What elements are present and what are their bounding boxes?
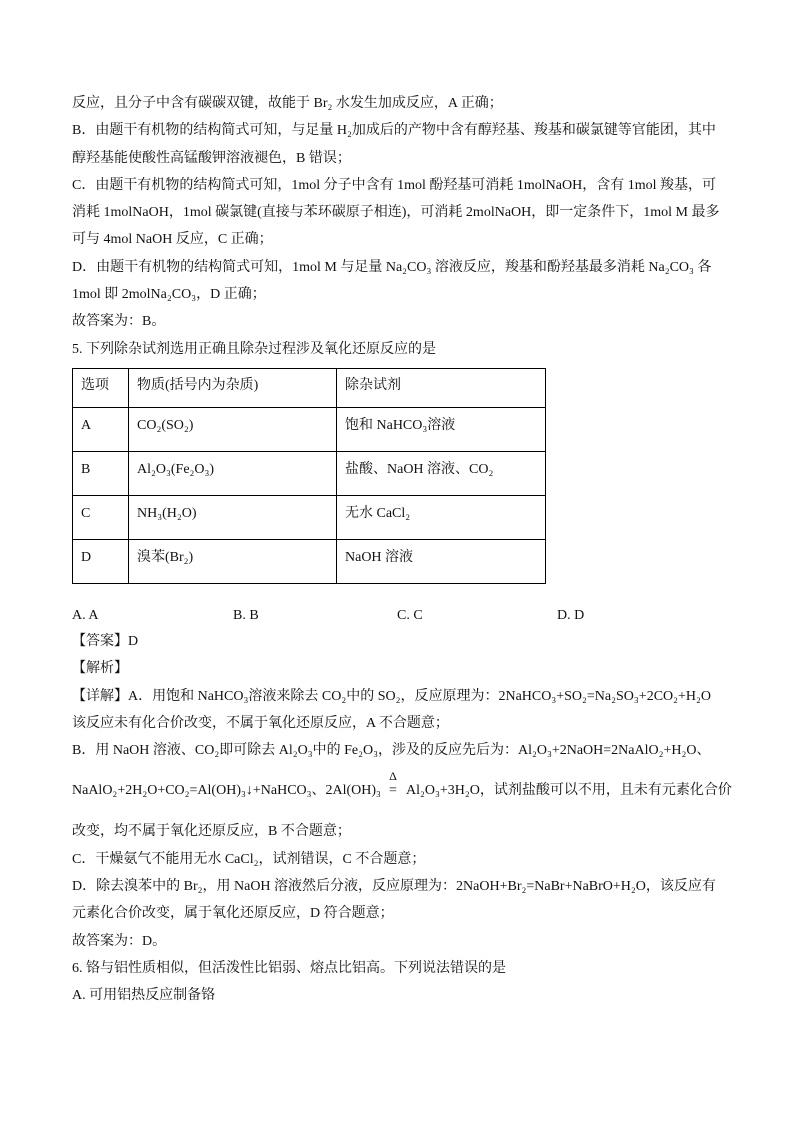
q5-detail-line-4-after: Al₂O₃+3H₂O，试剂盐酸可以不用，且未有元素化合价 — [405, 783, 732, 799]
q4-analysis-line-2: B．由题干有机物的结构简式可知，与足量 H₂加成后的产物中含有醇羟基、羧基和碳氯键等官能团，其中 — [72, 123, 716, 139]
q5-option-b: B. B — [233, 607, 259, 623]
q5-detail-line-4-before: NaAlO₂+2H₂O+CO₂=Al(OH)₃↓+NaHCO₃、2Al(OH)₃ — [72, 783, 381, 799]
question-6 — [72, 955, 732, 1010]
q5-row-c-reagent: 无水 CaCl₂ — [337, 495, 546, 539]
q5-header-substance: 物质(括号内为杂质) — [129, 368, 337, 407]
heating-delta-symbol: Δ — [389, 769, 397, 784]
q5-detail-line-8: 元素化合价改变，属于氧化还原反应，D 符合题意； — [72, 906, 394, 922]
q5-row-d-reagent: NaOH 溶液 — [337, 539, 546, 583]
q5-detail-line-6: C．干燥氨气不能用无水 CaCl₂，试剂错误，C 不合题意； — [72, 851, 426, 867]
q5-option-c: C. C — [397, 607, 423, 623]
q5-row-c-option: C — [73, 495, 129, 539]
q5-table-body — [73, 368, 546, 583]
q5-detail-line-3: B．用 NaOH 溶液、CO₂即可除去 Al₂O₃中的 Fe₂O₃，涉及的反应先后为：Al₂O₃+2NaOH=2NaAlO₂+H₂O、 — [72, 743, 711, 759]
q5-row-a-option: A — [73, 407, 129, 451]
q5-table — [72, 368, 546, 584]
q5-row-b-option: B — [73, 451, 129, 495]
q4-analysis-continued — [72, 90, 732, 336]
q5-table-row-b — [73, 451, 546, 495]
q5-table-header-row — [73, 368, 546, 407]
q5-options — [72, 603, 732, 628]
q5-table-row-d — [73, 539, 546, 583]
q4-analysis-line-6: 可与 4mol NaOH 反应，C 正确； — [72, 232, 273, 248]
q5-analysis-label: 【解析】 — [72, 661, 128, 677]
q5-row-b-reagent: 盐酸、NaOH 溶液、CO₂ — [337, 451, 546, 495]
q5-detail-line-7: D．除去溴苯中的 Br₂，用 NaOH 溶液然后分液，反应原理为：2NaOH+Br₂=NaBr+NaBrO+H₂O，该反应有 — [72, 879, 716, 895]
q4-analysis-line-1: 反应，且分子中含有碳碳双键，故能于 Br₂ 水发生加成反应，A 正确； — [72, 96, 503, 111]
q4-analysis-line-5: 消耗 1molNaOH，1mol 碳氯键(直接与苯环碳原子相连)，可消耗 2molNaOH，即一定条件下，1mol M 最多 — [72, 205, 720, 221]
q5-answer-conclusion: 故答案为：D。 — [72, 933, 167, 949]
equals-sign: = — [389, 783, 397, 799]
q4-answer-conclusion: 故答案为：B。 — [72, 314, 166, 330]
heating-condition-equals — [384, 769, 402, 799]
q5-detail-line-2: 该反应未有化合价改变，不属于氧化还原反应，A 不合题意； — [72, 715, 449, 731]
q4-analysis-line-4: C．由题干有机物的结构简式可知，1mol 分子中含有 1mol 酚羟基可消耗 1molNaOH，含有 1mol 羧基，可 — [72, 177, 716, 193]
q5-table-row-a — [73, 407, 546, 451]
q5-option-d: D. D — [557, 607, 585, 623]
question-5 — [72, 336, 732, 955]
q5-detail-line-1: 【详解】A．用饱和 NaHCO₃溶液来除去 CO₂中的 SO₂，反应原理为：2NaHCO₃+SO₂=Na₂SO₃+2CO₂+H₂O — [72, 688, 712, 704]
q4-analysis-line-8: 1mol 即 2molNa₂CO₃，D 正确； — [72, 287, 266, 303]
q5-detail-line-5: 改变，均不属于氧化还原反应，B 不合题意； — [72, 824, 351, 840]
q5-header-reagent: 除杂试剂 — [337, 368, 546, 407]
q5-row-b-substance: Al₂O₃(Fe₂O₃) — [129, 451, 337, 495]
q4-analysis-line-7: D．由题干有机物的结构简式可知，1mol M 与足量 Na₂CO₃ 溶液反应，羧基和酚羟基最多消耗 Na₂CO₃ 各 — [72, 259, 712, 275]
q5-detail-line-4 — [72, 764, 732, 818]
q6-stem: 6. 铬与铝性质相似，但活泼性比铝弱、熔点比铝高。下列说法错误的是 — [72, 960, 506, 976]
q5-row-d-option: D — [73, 539, 129, 583]
q5-row-a-substance: CO₂(SO₂) — [129, 407, 337, 451]
q5-row-d-substance: 溴苯(Br₂) — [129, 539, 337, 583]
q5-header-option: 选项 — [73, 368, 129, 407]
q5-table-row-c — [73, 495, 546, 539]
q4-analysis-line-3: 醇羟基能使酸性高锰酸钾溶液褪色，B 错误； — [72, 150, 351, 166]
q6-option-a: A. 可用铝热反应制备铬 — [72, 988, 216, 1004]
q5-row-c-substance: NH₃(H₂O) — [129, 495, 337, 539]
q5-row-a-reagent: 饱和 NaHCO₃溶液 — [337, 407, 546, 451]
q5-stem: 5. 下列除杂试剂选用正确且除杂过程涉及氧化还原反应的是 — [72, 341, 436, 357]
q5-answer: 【答案】D — [72, 633, 139, 649]
q5-option-a: A. A — [72, 607, 99, 623]
page-content — [72, 90, 732, 1010]
